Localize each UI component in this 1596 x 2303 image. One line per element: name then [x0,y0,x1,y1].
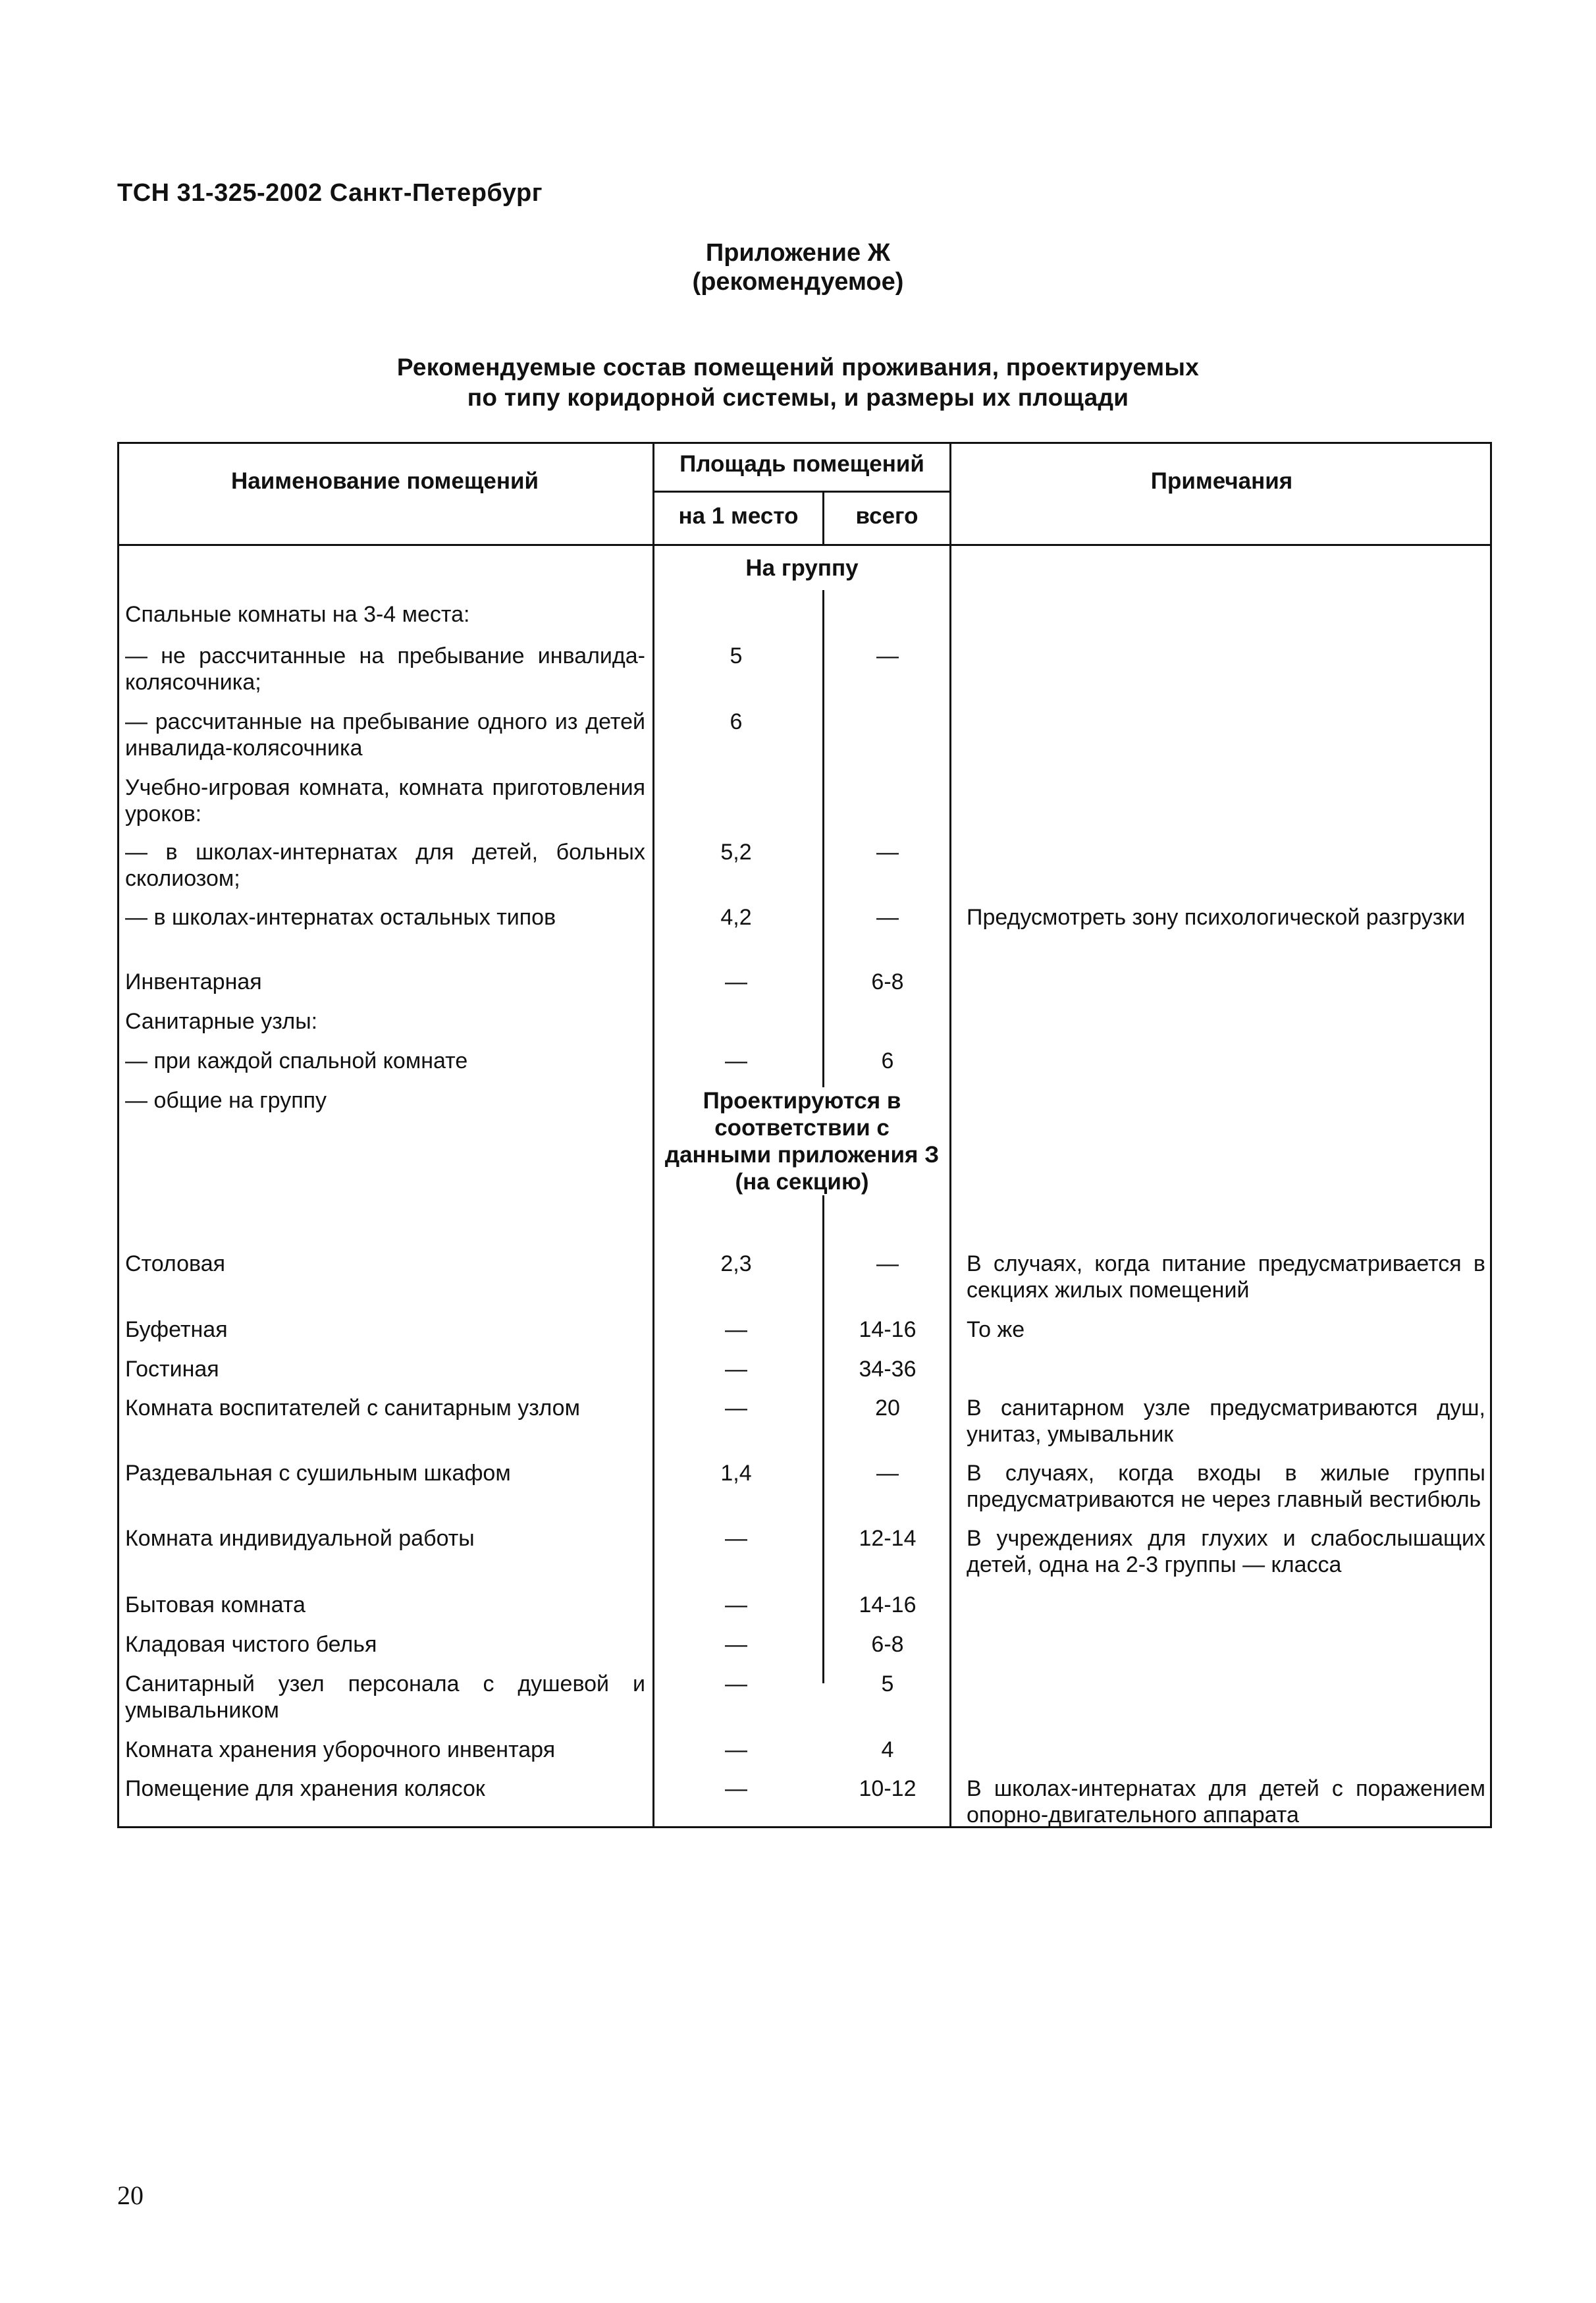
header-area: Площадь помещений [679,451,924,477]
row-10-per-place: 2,3 [720,1251,752,1276]
row-10-name: Столовая [125,1251,226,1276]
row-1-per-place: 5 [730,643,743,668]
appendix-subtitle: (рекомендуемое) [692,268,904,296]
row-11-total: 14-16 [859,1317,917,1342]
row-4-per-place: 5,2 [720,840,752,865]
row-6-per-place: — [725,969,747,994]
row-1-name: — не рассчитанные на пребывание инвалида-колясочника; [125,643,645,695]
header-name: Наименование помещений [230,468,539,494]
row-17-total: 6-8 [871,1632,904,1657]
header-notes: Примечания [1150,468,1293,494]
row-12-total: 34-36 [859,1357,917,1382]
row-14-total: — [876,1461,899,1486]
row-13-per-place: — [725,1395,747,1421]
row-4-name: — в школах-интернатах для детей, больных сколиозом; [125,840,645,891]
row-17-per-place: — [725,1632,747,1657]
row-19-total: 4 [881,1737,894,1762]
row-6-total: 6-8 [871,969,904,994]
row-16-name: Бытовая комната [125,1592,306,1617]
row-16-per-place: — [725,1592,747,1617]
row-5-per-place: 4,2 [720,905,752,930]
row-20-note: В школах-интернатах для детей с поражением опорно-двигательного аппарата [967,1776,1485,1828]
row-8-per-place: — [725,1048,747,1073]
row-17-name: Кладовая чистого белья [125,1632,377,1657]
row-11-per-place: — [725,1317,747,1342]
row-8-total: 6 [881,1048,894,1073]
row-16-total: 14-16 [859,1592,917,1617]
row-14-per-place: 1,4 [720,1461,752,1486]
row-8-name: — при каждой спальной комнате [125,1048,468,1073]
row-20-total: 10-12 [859,1776,917,1801]
table-title [0,352,1596,413]
row-7-name: Санитарные узлы: [125,1009,318,1034]
row-14-note: В случаях, когда входы в жилые группы предусматриваются не через главный вестибюль [967,1461,1485,1512]
row-3-name: Учебно-игровая комната, комната приготовления уроков: [125,775,645,826]
section-group: На группу [745,555,859,581]
row-14-name: Раздевальная с сушильным шкафом [125,1461,511,1486]
header-bottom-line [117,544,1492,546]
row-15-total: 12-14 [859,1526,917,1551]
row-15-note: В учреждениях для глухих и слабослышащих детей, одна на 2-3 группы — класса [967,1526,1485,1577]
row-6-name: Инвентарная [125,969,262,994]
row-13-note: В санитарном узле предусматриваются душ, унитаз, умывальник [967,1395,1485,1447]
general-sanitary-merged-note: Проектируются в соответствии с данными приложения З (на секцию) [664,1088,940,1195]
row-11-note: То же [967,1317,1025,1342]
row-12-name: Гостиная [125,1357,219,1382]
row-10-total: — [876,1251,899,1276]
row-4-total: — [876,840,899,865]
row-12-per-place: — [725,1357,747,1382]
page-number: 20 [117,2181,144,2210]
row-2-name: — рассчитанные на пребывание одного из детей инвалида-колясочника [125,709,645,761]
table-title-line-1: Рекомендуемые состав помещений проживания, проектируемых [396,354,1200,381]
row-5-total: — [876,905,899,930]
row-18-per-place: — [725,1671,747,1696]
row-13-name: Комната воспитателей с санитарным узлом [125,1395,580,1421]
row-13-total: 20 [875,1395,900,1421]
row-15-name: Комната индивидуальной работы [125,1526,475,1551]
row-19-per-place: — [725,1737,747,1762]
appendix-title: Приложение Ж [705,239,891,267]
rooms-table [117,442,1492,1828]
header-per-place: на 1 место [678,503,799,529]
table-title-line-2: по типу коридорной системы, и размеры их площади [467,384,1129,411]
document-header: ТСН 31-325-2002 Санкт-Петербург [117,179,543,207]
row-20-per-place: — [725,1776,747,1801]
appendix-heading [0,238,1596,296]
header-total: всего [855,503,918,529]
row-5-note: Предусмотреть зону психологической разгрузки [967,905,1466,930]
header-subline [652,491,951,493]
row-1-total: — [876,643,899,668]
row-5-name: — в школах-интернатах остальных типов [125,905,556,930]
row-11-name: Буфетная [125,1317,228,1342]
row-10-note: В случаях, когда питание предусматривается в секциях жилых помещений [967,1251,1485,1303]
row-20-name: Помещение для хранения колясок [125,1776,485,1801]
row-18-name: Санитарный узел персонала с душевой и умывальником [125,1671,645,1723]
row-19-name: Комната хранения уборочного инвентаря [125,1737,556,1762]
row-9-name: — общие на группу [125,1088,327,1113]
row-18-total: 5 [881,1671,894,1696]
row-0-name: Спальные комнаты на 3-4 места: [125,602,470,627]
row-15-per-place: — [725,1526,747,1551]
row-2-per-place: 6 [730,709,743,734]
